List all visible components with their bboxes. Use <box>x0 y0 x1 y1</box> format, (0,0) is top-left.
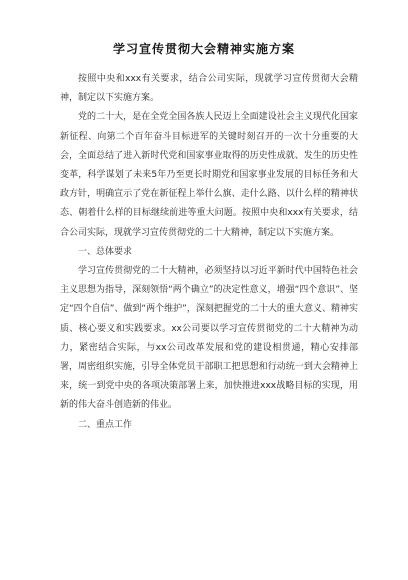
section-heading-general-requirements: 一、总体要求 <box>78 246 133 257</box>
document-title: 学习宣传贯彻大会精神实施方案 <box>112 42 295 56</box>
background-paragraph: 党的二十大，是在全党全国各族人民迈上全面建设社会主义现代化国家新征程、向第二个百年奋斗目标进军的关键时刻召开的一次十分重要的大会，全面总结了进入新时代党和国家事业取得的历史性成就、发生的历史性变革，科学谋划了未来5年乃至更长时期党和国家事业发展的目标任务和大政方针，明确宣示了党在新征程上举什么旗、走什么路、以什么样的精神状态、朝着什么样的目标继续前进等重大问题。按照中央和xxx有关要求，结合公司实际，现就学习宣传贯彻党的二十大精神，制定以下实施方案。 <box>60 112 358 238</box>
general-requirements-paragraph: 学习宣传贯彻党的二十大精神，必须坚持以习近平新时代中国特色社会主义思想为指导，深刻领悟“两个确立”的决定性意义，增强“四个意识”、坚定“四个自信”、做到“两个维护”，深刻把握党的二十大的重大意义、精神实质、核心要义和实践要求。xx公司要以学习宣传贯彻党的二十大精神为动力，紧密结合实际，与xx公司改革发展和党的建设相贯通，精心安排部署，周密组织实施，引导全体党员干部职工把思想和行动统一到大会精神上来，统一到党中央的各项决策部署上来，加快推进xxx战略目标的实现，用新的伟大奋斗创造新的伟业。 <box>60 266 358 411</box>
intro-paragraph: 按照中央和xxx有关要求，结合公司实际，现就学习宣传贯彻大会精神，制定以下实施方案。 <box>60 74 358 104</box>
section-heading-key-work: 二、重点工作 <box>78 419 133 430</box>
document-body <box>60 70 358 435</box>
